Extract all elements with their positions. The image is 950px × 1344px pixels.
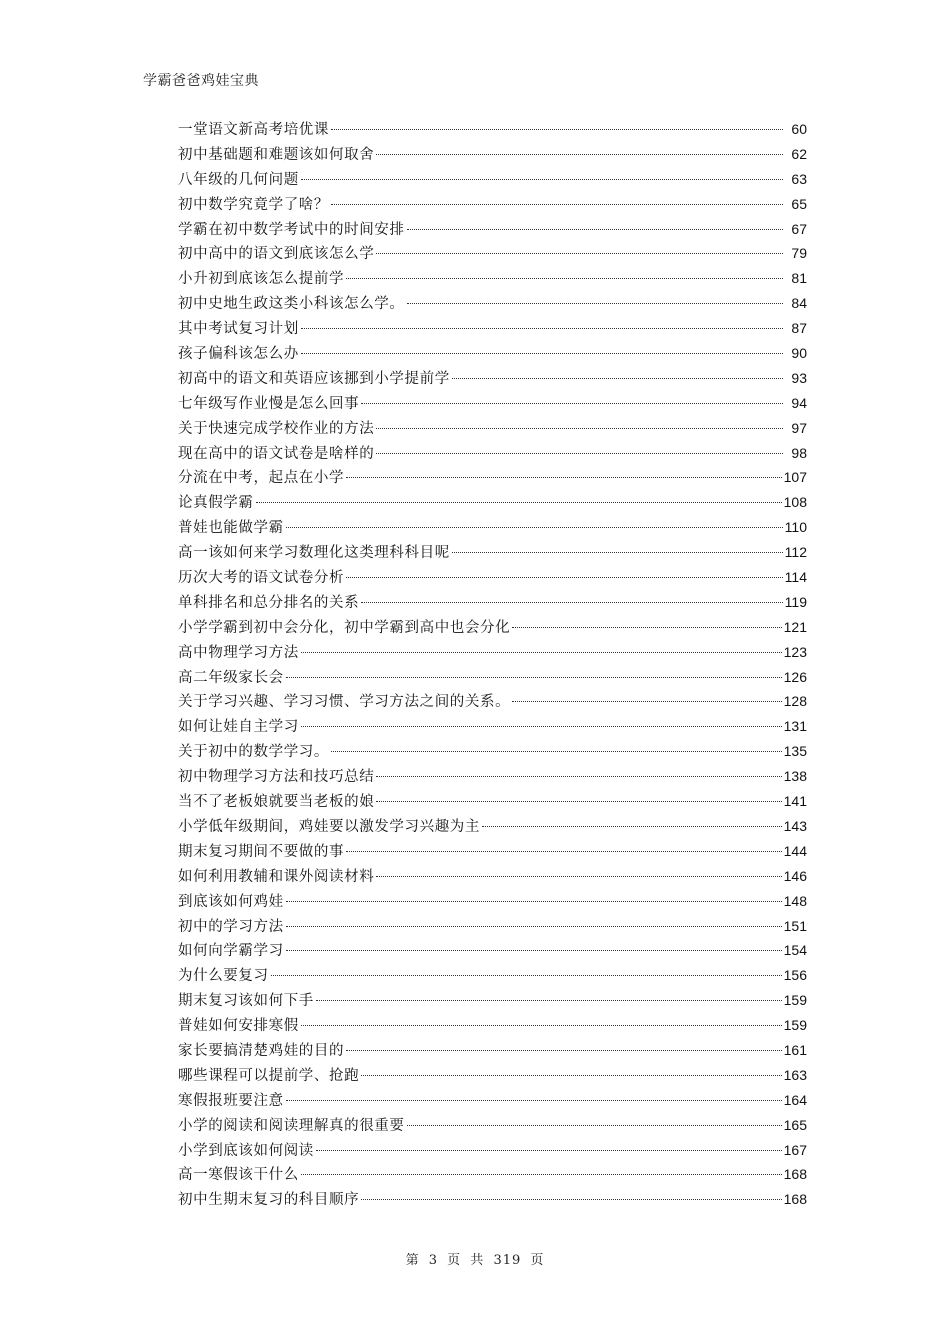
toc-entry-title: 初中基础题和难题该如何取舍	[178, 146, 375, 163]
toc-entry-title: 哪些课程可以提前学、抢跑	[178, 1067, 360, 1084]
toc-entry-title: 普娃如何安排寒假	[178, 1018, 299, 1035]
toc-entry-page: 93	[791, 369, 807, 386]
table-of-contents	[178, 117, 807, 1212]
toc-dot-leader	[452, 552, 783, 553]
toc-entry[interactable]	[178, 914, 807, 939]
toc-entry-page: 135	[783, 743, 807, 760]
toc-entry-page: 63	[791, 170, 807, 187]
toc-entry[interactable]	[178, 142, 807, 167]
toc-entry-page: 119	[784, 593, 807, 610]
toc-entry-title: 初高中的语文和英语应该挪到小学提前学	[178, 370, 450, 387]
toc-entry[interactable]	[178, 441, 807, 466]
toc-entry-page: 94	[791, 394, 807, 411]
toc-entry-page: 84	[791, 295, 807, 312]
toc-entry-title: 初中物理学习方法和技巧总结	[178, 769, 375, 786]
toc-entry-title: 小升初到底该怎么提前学	[178, 271, 345, 288]
toc-dot-leader	[512, 701, 781, 702]
toc-entry-title: 寒假报班要注意	[178, 1092, 284, 1109]
toc-dot-leader	[301, 353, 783, 354]
toc-entry[interactable]	[178, 590, 807, 615]
toc-entry[interactable]	[178, 341, 807, 366]
toc-entry-title: 小学低年级期间，鸡娃要以激发学习兴趣为主	[178, 818, 480, 835]
toc-dot-leader	[407, 303, 784, 304]
toc-entry-title: 当不了老板娘就要当老板的娘	[178, 794, 375, 811]
toc-entry[interactable]	[178, 366, 807, 391]
toc-entry[interactable]	[178, 490, 807, 515]
toc-dot-leader	[301, 328, 783, 329]
toc-entry-title: 小学到底该如何阅读	[178, 1142, 314, 1159]
toc-entry-title: 历次大考的语文试卷分析	[178, 570, 345, 587]
toc-entry-title: 期末复习期间不要做的事	[178, 843, 345, 860]
toc-entry[interactable]	[178, 1063, 807, 1088]
toc-entry[interactable]	[178, 291, 807, 316]
toc-entry-page: 167	[783, 1141, 807, 1158]
toc-dot-leader	[361, 403, 783, 404]
toc-dot-leader	[376, 154, 783, 155]
toc-entry-page: 168	[783, 1166, 807, 1183]
footer-current-page: 3	[428, 1253, 438, 1268]
toc-entry-page: 159	[783, 992, 807, 1009]
toc-dot-leader	[286, 527, 783, 528]
toc-entry-title: 单科排名和总分排名的关系	[178, 594, 360, 611]
toc-dot-leader	[452, 378, 783, 379]
toc-dot-leader	[331, 129, 783, 130]
toc-entry-title: 初中高中的语文到底该怎么学	[178, 246, 375, 263]
toc-entry-title: 学霸在初中数学考试中的时间安排	[178, 221, 405, 238]
footer-total-unit: 页	[530, 1253, 545, 1268]
toc-entry[interactable]	[178, 117, 807, 142]
toc-entry-page: 161	[783, 1041, 807, 1058]
toc-entry-page: 67	[791, 220, 807, 237]
toc-dot-leader	[286, 926, 782, 927]
toc-entry[interactable]	[178, 167, 807, 192]
toc-entry-page: 138	[783, 768, 807, 785]
toc-entry-page: 144	[783, 842, 807, 859]
toc-entry-page: 123	[783, 643, 807, 660]
toc-entry-page: 168	[783, 1191, 807, 1208]
toc-entry-title: 为什么要复习	[178, 968, 269, 985]
toc-entry-page: 126	[783, 668, 807, 685]
toc-entry-title: 孩子偏科该怎么办	[178, 346, 299, 363]
footer-total-word: 共	[470, 1253, 485, 1268]
toc-dot-leader	[331, 751, 782, 752]
toc-entry-title: 如何利用教辅和课外阅读材料	[178, 868, 375, 885]
toc-entry[interactable]	[178, 640, 807, 665]
toc-dot-leader	[301, 726, 782, 727]
toc-dot-leader	[316, 1000, 782, 1001]
toc-entry-title: 高一该如何来学习数理化这类理科科目呢	[178, 545, 450, 562]
toc-entry[interactable]	[178, 1113, 807, 1138]
toc-entry-page: 159	[783, 1017, 807, 1034]
toc-entry-title: 七年级写作业慢是怎么回事	[178, 395, 360, 412]
toc-entry[interactable]	[178, 465, 807, 490]
toc-entry-title: 初中史地生政这类小科该怎么学。	[178, 296, 405, 313]
toc-dot-leader	[407, 1125, 782, 1126]
toc-dot-leader	[361, 1075, 781, 1076]
toc-entry[interactable]	[178, 1187, 807, 1212]
toc-entry[interactable]	[178, 739, 807, 764]
toc-entry[interactable]	[178, 416, 807, 441]
toc-entry-page: 148	[783, 892, 807, 909]
toc-dot-leader	[286, 950, 782, 951]
toc-dot-leader	[376, 776, 781, 777]
toc-entry-page: 131	[783, 718, 807, 735]
toc-dot-leader	[407, 229, 784, 230]
toc-entry-page: 60	[791, 121, 807, 137]
toc-entry[interactable]	[178, 889, 807, 914]
page-header-title: 学霸爸爸鸡娃宝典	[143, 73, 259, 89]
toc-entry-title: 其中考试复习计划	[178, 321, 299, 338]
toc-entry-page: 121	[783, 618, 807, 635]
toc-dot-leader	[271, 975, 782, 976]
toc-entry[interactable]	[178, 1013, 807, 1038]
toc-dot-leader	[482, 826, 782, 827]
toc-entry-page: 62	[791, 145, 807, 162]
toc-entry[interactable]	[178, 615, 807, 640]
toc-entry-page: 141	[783, 793, 807, 810]
toc-entry[interactable]	[178, 714, 807, 739]
toc-entry-title: 关于初中的数学学习。	[178, 744, 329, 761]
toc-entry-page: 65	[791, 195, 807, 212]
toc-entry-title: 高二年级家长会	[178, 669, 284, 686]
toc-entry[interactable]	[178, 764, 807, 789]
toc-entry-page: 165	[783, 1116, 807, 1133]
toc-entry-title: 小学的阅读和阅读理解真的很重要	[178, 1117, 405, 1134]
toc-entry-page: 163	[783, 1066, 807, 1083]
toc-dot-leader	[301, 1025, 782, 1026]
toc-entry-page: 114	[784, 569, 807, 586]
toc-entry[interactable]	[178, 266, 807, 291]
toc-entry[interactable]	[178, 864, 807, 889]
toc-dot-leader	[346, 477, 782, 478]
toc-entry-title: 关于学习兴趣、学习习惯、学习方法之间的关系。	[178, 694, 511, 711]
toc-entry-page: 154	[783, 942, 807, 959]
toc-dot-leader	[346, 851, 782, 852]
toc-dot-leader	[301, 179, 783, 180]
toc-entry-title: 小学学霸到初中会分化，初中学霸到高中也会分化	[178, 619, 511, 636]
toc-dot-leader	[376, 801, 781, 802]
toc-dot-leader	[361, 1199, 781, 1200]
toc-entry-page: 81	[791, 270, 807, 287]
toc-entry[interactable]	[178, 192, 807, 217]
toc-entry[interactable]	[178, 540, 807, 565]
toc-entry[interactable]	[178, 789, 807, 814]
toc-dot-leader	[376, 876, 781, 877]
toc-dot-leader	[331, 204, 783, 205]
toc-entry[interactable]	[178, 689, 807, 714]
toc-dot-leader	[512, 627, 781, 628]
toc-entry-page: 110	[784, 519, 807, 536]
toc-entry-page: 143	[783, 817, 807, 834]
toc-entry[interactable]	[178, 1162, 807, 1187]
toc-dot-leader	[346, 278, 783, 279]
toc-dot-leader	[376, 253, 783, 254]
toc-entry[interactable]	[178, 241, 807, 266]
toc-entry[interactable]	[178, 1138, 807, 1163]
toc-entry-title: 一堂语文新高考培优课	[178, 122, 329, 138]
toc-entry-title: 高一寒假该干什么	[178, 1167, 299, 1184]
toc-entry[interactable]	[178, 963, 807, 988]
toc-entry-title: 期末复习该如何下手	[178, 993, 314, 1010]
toc-dot-leader	[346, 577, 783, 578]
toc-entry-page: 151	[783, 917, 807, 934]
toc-entry-page: 156	[783, 967, 807, 984]
toc-entry[interactable]	[178, 391, 807, 416]
toc-entry-title: 初中的学习方法	[178, 918, 284, 935]
toc-entry[interactable]	[178, 839, 807, 864]
toc-entry-page: 108	[783, 494, 807, 511]
toc-entry-page: 146	[783, 867, 807, 884]
toc-dot-leader	[256, 502, 782, 503]
toc-entry[interactable]	[178, 1088, 807, 1113]
toc-entry[interactable]	[178, 988, 807, 1013]
toc-entry[interactable]	[178, 938, 807, 963]
toc-dot-leader	[286, 1100, 782, 1101]
toc-entry-page: 87	[791, 320, 807, 337]
toc-entry-title: 分流在中考，起点在小学	[178, 470, 345, 487]
toc-entry-page: 90	[791, 345, 807, 362]
toc-dot-leader	[286, 901, 782, 902]
page-footer	[0, 1249, 950, 1268]
toc-entry[interactable]	[178, 316, 807, 341]
toc-entry[interactable]	[178, 814, 807, 839]
toc-dot-leader	[301, 1174, 782, 1175]
toc-entry-title: 现在高中的语文试卷是啥样的	[178, 445, 375, 462]
toc-entry-page: 79	[791, 245, 807, 262]
toc-entry[interactable]	[178, 565, 807, 590]
footer-page-unit: 页	[447, 1253, 462, 1268]
toc-dot-leader	[316, 1150, 782, 1151]
toc-entry-title: 普娃也能做学霸	[178, 520, 284, 537]
toc-entry-page: 98	[791, 444, 807, 461]
toc-entry[interactable]	[178, 665, 807, 690]
toc-entry-page: 112	[784, 544, 807, 561]
toc-entry[interactable]	[178, 217, 807, 242]
toc-dot-leader	[301, 652, 782, 653]
toc-entry-title: 八年级的几何问题	[178, 171, 299, 188]
toc-entry-title: 到底该如何鸡娃	[178, 893, 284, 910]
toc-entry-page: 107	[783, 469, 807, 486]
toc-dot-leader	[361, 602, 782, 603]
toc-entry[interactable]	[178, 1038, 807, 1063]
toc-entry-page: 164	[783, 1091, 807, 1108]
toc-entry[interactable]	[178, 515, 807, 540]
toc-entry-page: 97	[791, 419, 807, 436]
toc-dot-leader	[376, 428, 783, 429]
toc-dot-leader	[376, 453, 783, 454]
toc-entry-title: 关于快速完成学校作业的方法	[178, 420, 375, 437]
footer-total-pages: 319	[493, 1253, 522, 1268]
toc-entry-title: 初中生期末复习的科目顺序	[178, 1192, 360, 1209]
toc-dot-leader	[346, 1050, 782, 1051]
toc-entry-page: 128	[783, 693, 807, 710]
toc-entry-title: 家长要搞清楚鸡娃的目的	[178, 1042, 345, 1059]
toc-entry-title: 论真假学霸	[178, 495, 254, 512]
toc-entry-title: 如何向学霸学习	[178, 943, 284, 960]
toc-entry-title: 初中数学究竟学了啥？	[178, 196, 329, 213]
toc-dot-leader	[286, 677, 782, 678]
toc-entry-title: 如何让娃自主学习	[178, 719, 299, 736]
footer-prefix: 第	[405, 1253, 420, 1268]
toc-entry-title: 高中物理学习方法	[178, 644, 299, 661]
